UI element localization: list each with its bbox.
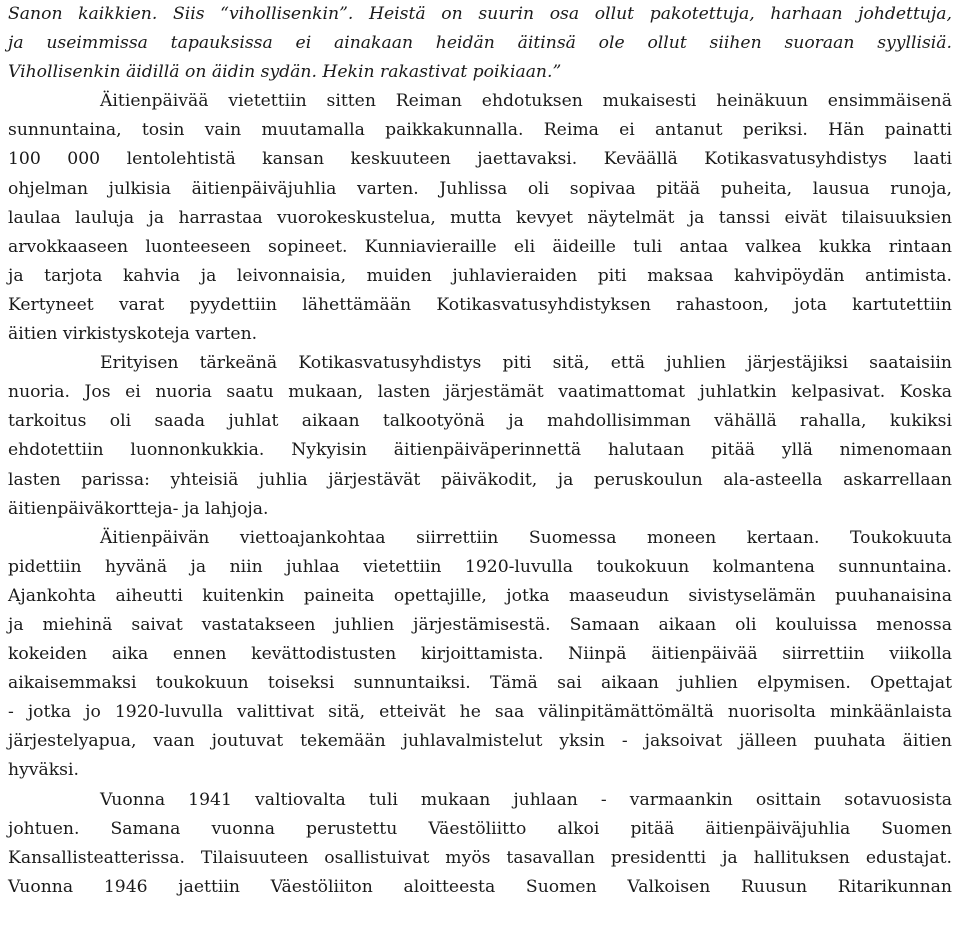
text-line: aikaisemmaksi toukokuun toiseksi sunnuntaiksi. Tämä sai aikaan juhlien elpymisen. Opettajat [8, 673, 952, 694]
text-line: arvokkaaseen luonteeseen sopineet. Kunniavieraille eli äideille tuli antaa valkea kukka rintaan [8, 236, 952, 257]
text-line: äitien virkistyskoteja varten. [8, 324, 258, 345]
text-line: pidettiin hyvänä ja niin juhlaa vietettiin 1920-luvulla toukokuun kolmantena sunnuntaina. [8, 556, 952, 577]
text-line: järjestelyapua, vaan joutuvat tekemään juhlavalmistelut yksin - jaksoivat jälleen puuhata äitien [8, 731, 952, 752]
text-line: ja tarjota kahvia ja leivonnaisia, muiden juhlavieraiden piti maksaa kahvipöydän antimista. [8, 265, 952, 286]
text-line: ehdotettiin luonnonkukkia. Nykyisin äitienpäiväperinnettä halutaan pitää yllä nimenomaan [8, 440, 952, 461]
text-line: ohjelman julkisia äitienpäiväjuhlia varten. Juhlissa oli sopivaa pitää puheita, lausua runoja, [8, 178, 952, 199]
text-line: Erityisen tärkeänä Kotikasvatusyhdistys piti sitä, että juhlien järjestäjiksi saataisiin [100, 353, 952, 374]
text-line: nuoria. Jos ei nuoria saatu mukaan, lasten järjestämät vaatimattomat juhlatkin kelpasivat. Koska [8, 382, 952, 403]
text-line: äitienpäiväkortteja- ja lahjoja. [8, 498, 269, 519]
text-line: Kansallisteatterissa. Tilaisuuteen osallistuivat myös tasavallan presidentti ja hallituksen edustajat. [8, 847, 952, 868]
text-line: hyväksi. [8, 760, 79, 781]
text-line: johtuen. Samana vuonna perustettu Väestöliitto alkoi pitää äitienpäiväjuhlia Suomen [8, 818, 952, 839]
text-line: laulaa lauluja ja harrastaa vuorokeskustelua, mutta kevyet näytelmät ja tanssi eivät tilaisuuksien [8, 207, 952, 228]
text-line: Vuonna 1946 jaettiin Väestöliiton aloitteesta Suomen Valkoisen Ruusun Ritarikunnan [8, 876, 952, 897]
text-line: Äitienpäivää vietettiin sitten Reiman ehdotuksen mukaisesti heinäkuun ensimmäisenä [100, 91, 952, 112]
text-line: - jotka jo 1920-luvulla valittivat sitä, etteivät he saa välinpitämättömältä nuorisolta minkäänlaista [8, 702, 952, 723]
text-line: Äitienpäivän viettoajankohtaa siirrettiin Suomessa moneen kertaan. Toukokuuta [100, 527, 952, 548]
text-line: Kertyneet varat pyydettiin lähettämään Kotikasvatusyhdistyksen rahastoon, jota kartutettiin [8, 294, 952, 315]
text-line: Vihollisenkin äidillä on äidin sydän. Hekin rakastivat poikiaan.” [8, 62, 562, 83]
text-line: lasten parissa: yhteisiä juhlia järjestävät päiväkodit, ja peruskoulun ala-asteella askarrellaan [8, 469, 952, 490]
text-line: kokeiden aika ennen kevättodistusten kirjoittamista. Niinpä äitienpäivää siirrettiin viikolla [8, 644, 952, 665]
text-line: ja miehinä saivat vastatakseen juhlien järjestämisestä. Samaan aikaan oli kouluissa menossa [8, 614, 952, 635]
text-line: ja useimmissa tapauksissa ei ainakaan heidän äitinsä ole ollut siihen suoraan syyllisiä. [8, 33, 952, 54]
text-line: Ajankohta aiheutti kuitenkin paineita opettajille, jotka maaseudun sivistyselämän puuhanaisina [8, 585, 952, 606]
text-line: Vuonna 1941 valtiovalta tuli mukaan juhlaan - varmaankin osittain sotavuosista [100, 789, 952, 810]
text-line: sunnuntaina, tosin vain muutamalla paikkakunnalla. Reima ei antanut periksi. Hän painatti [8, 120, 952, 141]
document-page [8, 0, 952, 902]
text-line: tarkoitus oli saada juhlat aikaan talkootyönä ja mahdollisimman vähällä rahalla, kukiksi [8, 411, 952, 432]
text-line: 100 000 lentolehtistä kansan keskuuteen jaettavaksi. Keväällä Kotikasvatusyhdistys laati [8, 149, 952, 170]
text-line: Sanon kaikkien. Siis “vihollisenkin”. Heistä on suurin osa ollut pakotettuja, harhaan johdettuja, [8, 4, 952, 24]
